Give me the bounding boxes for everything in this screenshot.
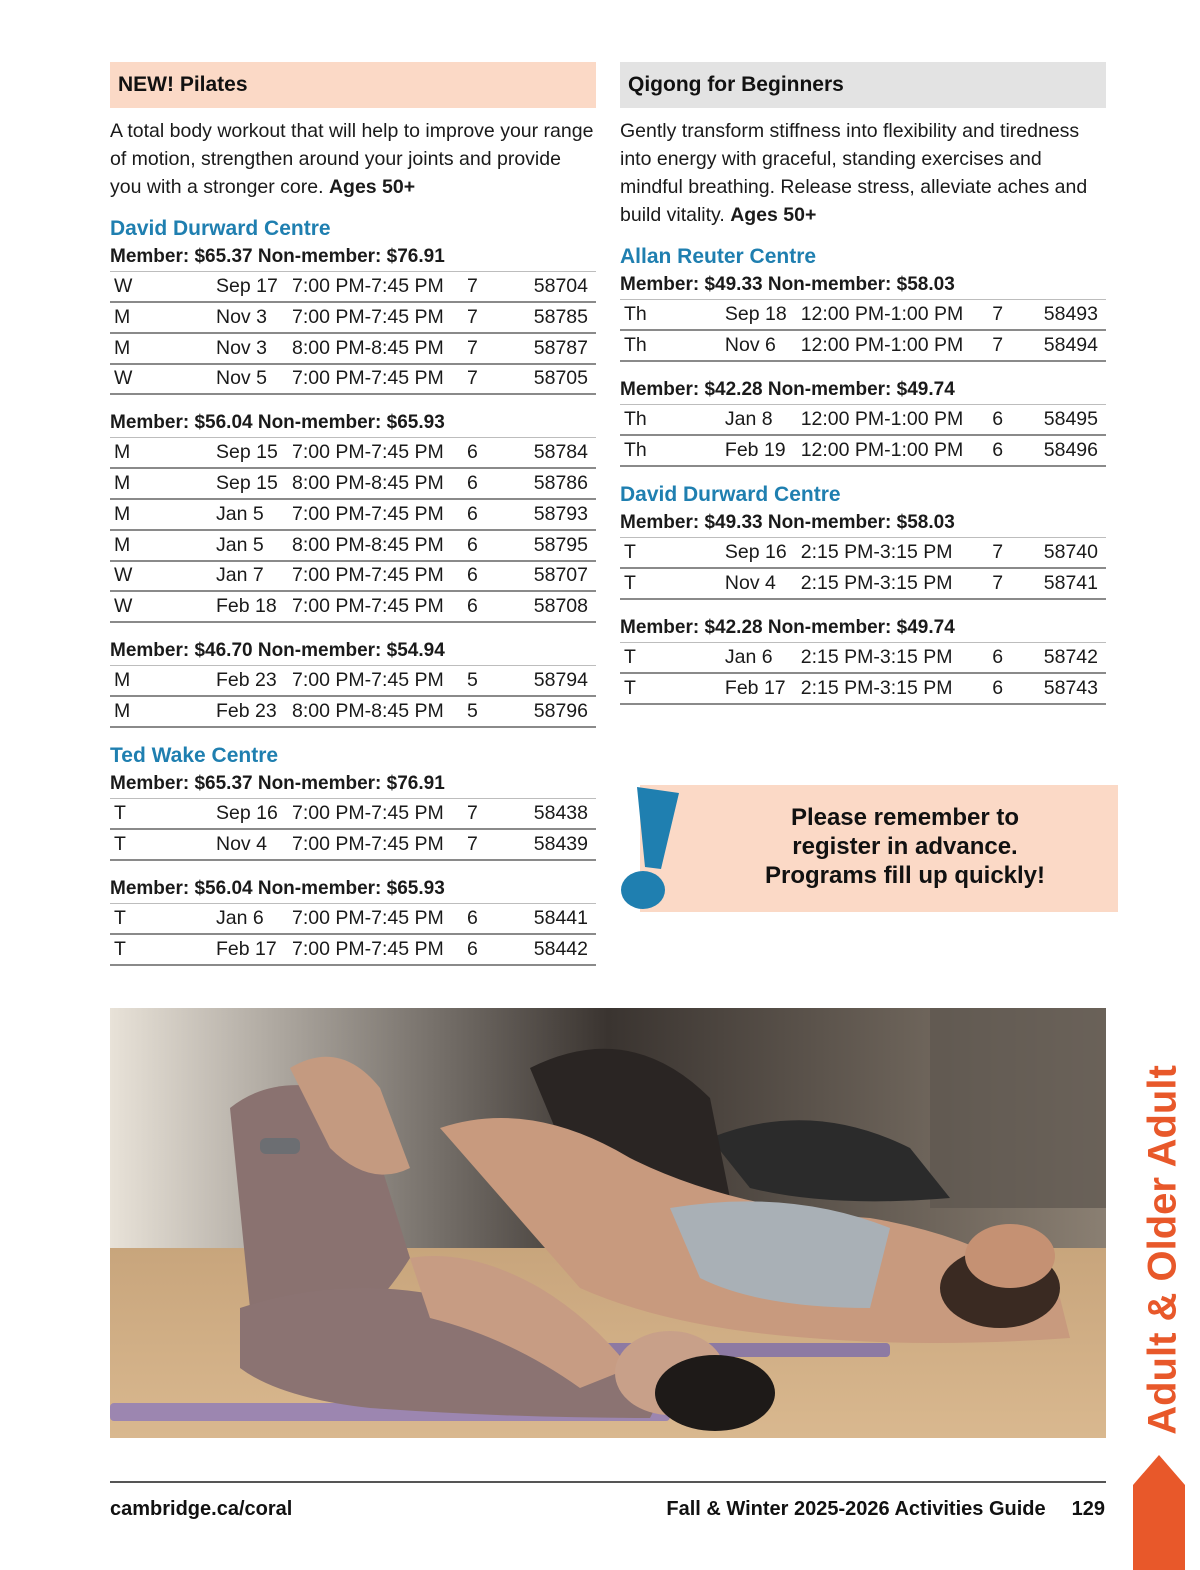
pilates-section bbox=[110, 62, 596, 966]
session-code: 58442 bbox=[527, 934, 596, 965]
schedule-table bbox=[110, 665, 596, 728]
session-day: W bbox=[110, 591, 216, 622]
footer-guide-title: Fall & Winter 2025-2026 Activities Guide bbox=[666, 1498, 1046, 1520]
section-tab-label: Adult & Older Adult bbox=[1140, 1065, 1185, 1435]
session-weeks: 7 bbox=[992, 537, 1044, 568]
footer-guide bbox=[666, 1498, 1105, 1521]
session-code: 58795 bbox=[527, 530, 596, 561]
session-day: W bbox=[110, 272, 216, 303]
notice-line-1: Please remember to bbox=[790, 804, 1020, 831]
session-time: 8:00 PM-8:45 PM bbox=[292, 468, 467, 499]
session-code: 58794 bbox=[527, 665, 596, 696]
pilates-centres bbox=[110, 215, 596, 966]
session-start-date: Jan 8 bbox=[725, 404, 801, 435]
session-start-date: Nov 3 bbox=[216, 333, 292, 364]
session-day: M bbox=[110, 499, 216, 530]
session-day: M bbox=[110, 665, 216, 696]
schedule-table bbox=[110, 903, 596, 966]
table-row bbox=[620, 642, 1106, 673]
session-weeks: 7 bbox=[467, 272, 527, 303]
session-day: Th bbox=[620, 300, 725, 331]
schedule-table bbox=[110, 437, 596, 623]
session-weeks: 5 bbox=[467, 696, 527, 727]
pilates-description-text: A total body workout that will help to improve your range of motion, strengthen around your joints and provide you with a stronger core. bbox=[110, 120, 594, 198]
table-row bbox=[110, 499, 596, 530]
session-weeks: 6 bbox=[467, 934, 527, 965]
session-day: T bbox=[110, 829, 216, 860]
table-row bbox=[110, 530, 596, 561]
centre-name: David Durward Centre bbox=[110, 217, 331, 240]
session-start-date: Feb 19 bbox=[725, 435, 801, 466]
session-day: Th bbox=[620, 404, 725, 435]
table-row bbox=[110, 468, 596, 499]
session-time: 7:00 PM-7:45 PM bbox=[292, 798, 467, 829]
exclamation-icon bbox=[611, 783, 685, 913]
session-day: W bbox=[110, 364, 216, 395]
session-code: 58784 bbox=[527, 438, 596, 469]
session-time: 7:00 PM-7:45 PM bbox=[292, 302, 467, 333]
footer-page-number: 129 bbox=[1071, 1498, 1105, 1520]
pilates-title: NEW! Pilates bbox=[110, 62, 596, 108]
schedule-table bbox=[620, 642, 1106, 705]
session-time: 7:00 PM-7:45 PM bbox=[292, 561, 467, 592]
centre-name: Allan Reuter Centre bbox=[620, 245, 817, 268]
session-code: 58493 bbox=[1044, 300, 1106, 331]
session-start-date: Jan 6 bbox=[725, 642, 801, 673]
session-weeks: 7 bbox=[992, 568, 1044, 599]
session-start-date: Jan 5 bbox=[216, 530, 292, 561]
notice-text bbox=[735, 803, 1075, 890]
session-weeks: 7 bbox=[992, 300, 1043, 331]
notice-line-2: register in advance. bbox=[792, 833, 1018, 860]
price-line: Member: $65.37 Non-member: $76.91 bbox=[110, 246, 445, 267]
session-start-date: Sep 17 bbox=[216, 272, 292, 303]
session-start-date: Jan 5 bbox=[216, 499, 292, 530]
section-tab-arrow-icon bbox=[1133, 1455, 1185, 1570]
session-code: 58494 bbox=[1044, 330, 1106, 361]
table-row bbox=[110, 561, 596, 592]
session-time: 7:00 PM-7:45 PM bbox=[292, 829, 467, 860]
qigong-centres bbox=[620, 243, 1106, 705]
session-weeks: 7 bbox=[467, 333, 527, 364]
session-weeks: 6 bbox=[467, 561, 527, 592]
session-start-date: Feb 17 bbox=[725, 673, 801, 704]
table-row bbox=[620, 673, 1106, 704]
session-start-date: Nov 3 bbox=[216, 302, 292, 333]
table-row bbox=[620, 300, 1106, 331]
centre-name: David Durward Centre bbox=[620, 482, 841, 506]
session-day: T bbox=[620, 642, 725, 673]
session-code: 58787 bbox=[527, 333, 596, 364]
session-time: 12:00 PM-1:00 PM bbox=[801, 435, 993, 466]
session-code: 58796 bbox=[527, 696, 596, 727]
session-time: 8:00 PM-8:45 PM bbox=[292, 333, 467, 364]
session-code: 58439 bbox=[527, 829, 596, 860]
session-weeks: 6 bbox=[992, 404, 1043, 435]
session-weeks: 7 bbox=[992, 330, 1043, 361]
pilates-description bbox=[110, 117, 596, 201]
session-weeks: 6 bbox=[467, 903, 527, 934]
table-row bbox=[620, 537, 1106, 568]
footer-website: cambridge.ca/coral bbox=[110, 1498, 293, 1520]
session-day: Th bbox=[620, 435, 725, 466]
session-day: T bbox=[110, 798, 216, 829]
session-code: 58740 bbox=[1044, 537, 1106, 568]
session-code: 58495 bbox=[1044, 404, 1106, 435]
session-code: 58708 bbox=[527, 591, 596, 622]
session-day: W bbox=[110, 561, 216, 592]
session-weeks: 6 bbox=[992, 642, 1044, 673]
price-line: Member: $56.04 Non-member: $65.93 bbox=[110, 412, 445, 434]
centre-name: Ted Wake Centre bbox=[110, 743, 279, 767]
table-row bbox=[620, 568, 1106, 599]
session-weeks: 7 bbox=[467, 364, 527, 395]
session-day: T bbox=[620, 673, 725, 704]
session-weeks: 6 bbox=[992, 435, 1043, 466]
register-notice bbox=[640, 785, 1118, 912]
session-time: 2:15 PM-3:15 PM bbox=[801, 537, 993, 568]
price-line: Member: $49.33 Non-member: $58.03 bbox=[620, 511, 955, 533]
session-time: 7:00 PM-7:45 PM bbox=[292, 934, 467, 965]
session-weeks: 5 bbox=[467, 665, 527, 696]
session-time: 7:00 PM-7:45 PM bbox=[292, 272, 467, 303]
session-day: T bbox=[110, 903, 216, 934]
session-code: 58707 bbox=[527, 561, 596, 592]
session-day: T bbox=[620, 568, 725, 599]
session-time: 7:00 PM-7:45 PM bbox=[292, 665, 467, 696]
table-row bbox=[110, 903, 596, 934]
session-time: 12:00 PM-1:00 PM bbox=[801, 330, 993, 361]
session-weeks: 6 bbox=[992, 673, 1044, 704]
session-weeks: 6 bbox=[467, 468, 527, 499]
session-start-date: Feb 23 bbox=[216, 665, 292, 696]
session-time: 12:00 PM-1:00 PM bbox=[801, 404, 993, 435]
session-code: 58705 bbox=[527, 364, 596, 395]
price-line: Member: $65.37 Non-member: $76.91 bbox=[110, 772, 445, 794]
schedule-table bbox=[620, 299, 1106, 362]
table-row bbox=[110, 438, 596, 469]
session-weeks: 7 bbox=[467, 798, 527, 829]
table-row bbox=[620, 330, 1106, 361]
pilates-ages: Ages 50+ bbox=[328, 176, 416, 198]
session-code: 58438 bbox=[527, 798, 596, 829]
session-code: 58704 bbox=[527, 272, 596, 303]
session-day: Th bbox=[620, 330, 725, 361]
notice-line-3: Programs fill up quickly! bbox=[764, 862, 1046, 889]
session-start-date: Jan 6 bbox=[216, 903, 292, 934]
session-weeks: 7 bbox=[467, 829, 527, 860]
session-start-date: Nov 6 bbox=[725, 330, 801, 361]
session-start-date: Feb 17 bbox=[216, 934, 292, 965]
session-start-date: Sep 15 bbox=[216, 438, 292, 469]
session-code: 58793 bbox=[527, 499, 596, 530]
qigong-title: Qigong for Beginners bbox=[620, 62, 1106, 108]
session-start-date: Feb 18 bbox=[216, 591, 292, 622]
table-row bbox=[620, 404, 1106, 435]
session-start-date: Sep 16 bbox=[216, 798, 292, 829]
table-row bbox=[110, 333, 596, 364]
price-line: Member: $46.70 Non-member: $54.94 bbox=[110, 639, 445, 661]
session-weeks: 6 bbox=[467, 499, 527, 530]
session-time: 7:00 PM-7:45 PM bbox=[292, 499, 467, 530]
session-start-date: Sep 16 bbox=[725, 537, 801, 568]
table-row bbox=[110, 934, 596, 965]
session-time: 2:15 PM-3:15 PM bbox=[801, 673, 993, 704]
session-code: 58743 bbox=[1044, 673, 1106, 704]
session-day: M bbox=[110, 302, 216, 333]
session-day: T bbox=[110, 934, 216, 965]
session-time: 7:00 PM-7:45 PM bbox=[292, 591, 467, 622]
schedule-table bbox=[620, 404, 1106, 467]
session-time: 7:00 PM-7:45 PM bbox=[292, 438, 467, 469]
price-line: Member: $42.28 Non-member: $49.74 bbox=[620, 616, 955, 638]
table-row bbox=[110, 591, 596, 622]
session-code: 58741 bbox=[1044, 568, 1106, 599]
qigong-ages: Ages 50+ bbox=[730, 204, 817, 226]
session-start-date: Jan 7 bbox=[216, 561, 292, 592]
schedule-table bbox=[110, 798, 596, 861]
schedule-table bbox=[620, 537, 1106, 600]
session-code: 58785 bbox=[527, 302, 596, 333]
session-start-date: Sep 15 bbox=[216, 468, 292, 499]
session-time: 2:15 PM-3:15 PM bbox=[801, 568, 993, 599]
qigong-description bbox=[620, 117, 1106, 229]
pilates-class-photo bbox=[110, 1008, 1106, 1438]
session-time: 8:00 PM-8:45 PM bbox=[292, 696, 467, 727]
session-time: 12:00 PM-1:00 PM bbox=[801, 300, 993, 331]
session-day: M bbox=[110, 468, 216, 499]
session-day: M bbox=[110, 530, 216, 561]
session-start-date: Nov 4 bbox=[725, 568, 801, 599]
footer-rule bbox=[110, 1481, 1106, 1483]
session-weeks: 7 bbox=[467, 302, 527, 333]
session-start-date: Feb 23 bbox=[216, 696, 292, 727]
price-line: Member: $49.33 Non-member: $58.03 bbox=[620, 274, 955, 295]
session-start-date: Nov 4 bbox=[216, 829, 292, 860]
session-weeks: 6 bbox=[467, 530, 527, 561]
session-time: 7:00 PM-7:45 PM bbox=[292, 364, 467, 395]
table-row bbox=[110, 364, 596, 395]
session-day: T bbox=[620, 537, 725, 568]
session-time: 8:00 PM-8:45 PM bbox=[292, 530, 467, 561]
qigong-section bbox=[620, 62, 1106, 705]
session-code: 58496 bbox=[1044, 435, 1106, 466]
price-line: Member: $56.04 Non-member: $65.93 bbox=[110, 877, 445, 899]
session-weeks: 6 bbox=[467, 438, 527, 469]
session-code: 58742 bbox=[1044, 642, 1106, 673]
session-time: 2:15 PM-3:15 PM bbox=[801, 642, 993, 673]
table-row bbox=[110, 829, 596, 860]
session-start-date: Sep 18 bbox=[725, 300, 801, 331]
session-day: M bbox=[110, 696, 216, 727]
table-row bbox=[110, 798, 596, 829]
table-row bbox=[110, 302, 596, 333]
table-row bbox=[110, 272, 596, 303]
session-day: M bbox=[110, 438, 216, 469]
session-start-date: Nov 5 bbox=[216, 364, 292, 395]
price-line: Member: $42.28 Non-member: $49.74 bbox=[620, 378, 955, 400]
session-day: M bbox=[110, 333, 216, 364]
session-code: 58441 bbox=[527, 903, 596, 934]
session-code: 58786 bbox=[527, 468, 596, 499]
qigong-description-text: Gently transform stiffness into flexibility and tiredness into energy with graceful, standing exercises and mindful breathing. Release stress, alleviate aches and build vitality. bbox=[620, 120, 1088, 226]
table-row bbox=[110, 665, 596, 696]
session-time: 7:00 PM-7:45 PM bbox=[292, 903, 467, 934]
schedule-table bbox=[110, 271, 596, 395]
session-weeks: 6 bbox=[467, 591, 527, 622]
table-row bbox=[620, 435, 1106, 466]
table-row bbox=[110, 696, 596, 727]
